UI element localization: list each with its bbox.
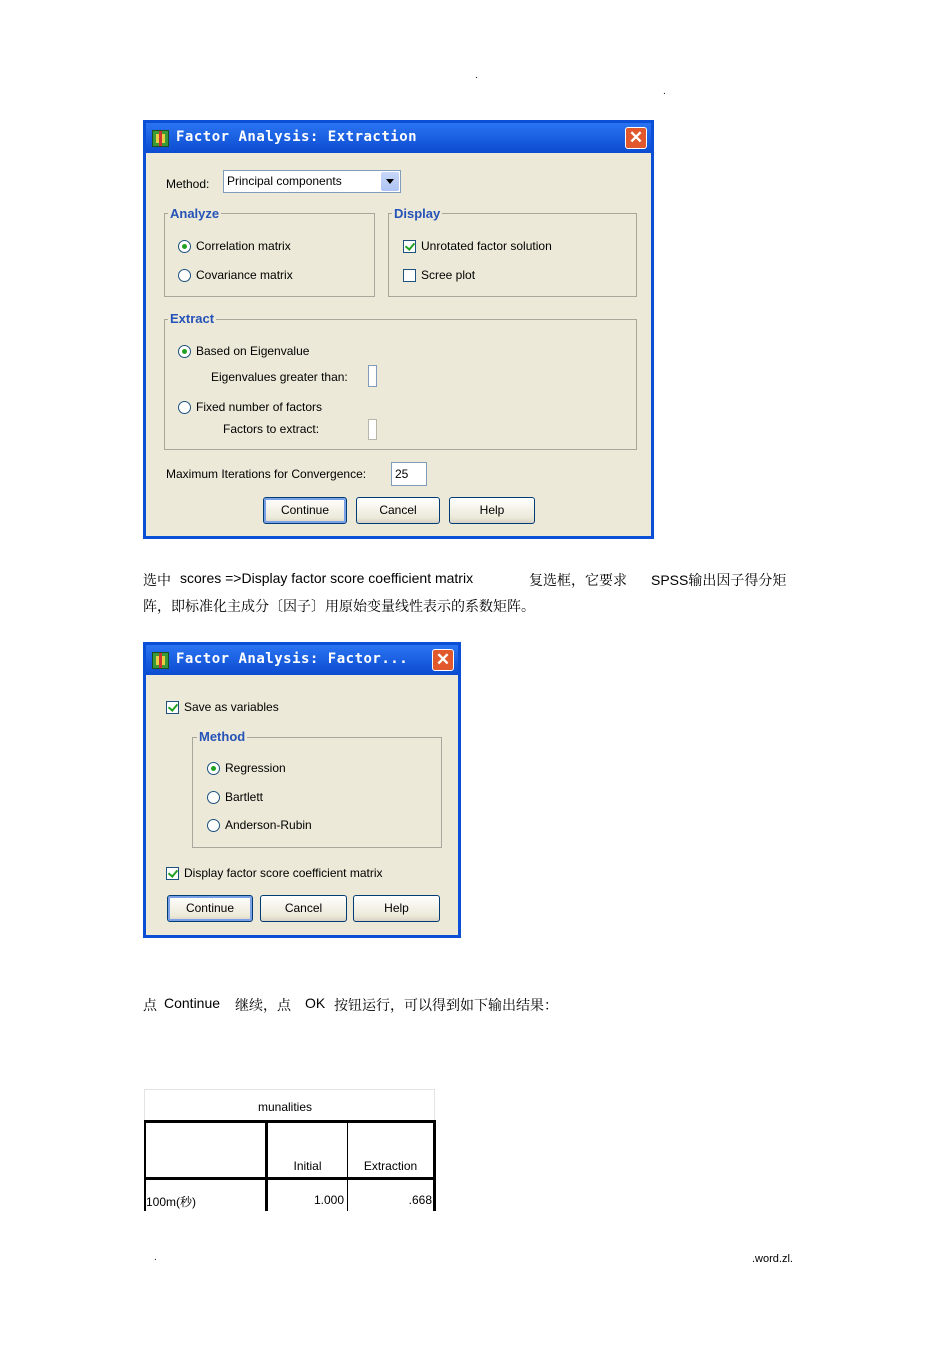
covariance-matrix-label: Covariance matrix [196, 268, 293, 282]
correlation-matrix-label: Correlation matrix [196, 239, 291, 253]
regression-label: Regression [225, 761, 286, 775]
top-mark-2: . [663, 86, 666, 97]
continue-button[interactable]: Continue [167, 895, 253, 922]
scree-plot-checkbox[interactable] [403, 269, 416, 282]
continue-button[interactable]: Continue [263, 497, 347, 524]
display-group [388, 213, 637, 297]
cancel-button[interactable]: Cancel [356, 497, 440, 524]
table-title: munalities [257, 1100, 313, 1114]
dialog-title: Factor Analysis: Factor... [176, 651, 409, 667]
row-label: 100m(秒) [146, 1195, 197, 1209]
close-icon[interactable]: ✕ [625, 127, 647, 149]
max-iterations-label: Maximum Iterations for Convergence: [166, 467, 367, 481]
spss-app-icon [152, 130, 169, 147]
paragraph2-part-e: 按钮运行，可以得到如下输出结果： [334, 997, 558, 1013]
footer-left-mark: . [154, 1252, 157, 1263]
row-extraction: .668 [408, 1193, 432, 1207]
eigenvalue-label: Based on Eigenvalue [196, 344, 310, 358]
top-mark-1: . [475, 70, 478, 81]
header-initial: Initial [293, 1159, 322, 1173]
display-group-title: Display [394, 206, 441, 221]
max-iterations-value: 25 [395, 467, 409, 481]
bartlett-label: Bartlett [225, 790, 264, 804]
close-icon[interactable]: ✕ [432, 649, 454, 671]
eigenvalue-threshold-input[interactable] [368, 365, 377, 387]
cancel-button[interactable]: Cancel [260, 895, 347, 922]
display-coefficient-matrix-checkbox[interactable] [166, 867, 179, 880]
extract-group-title: Extract [170, 311, 215, 326]
table-header-top-rule [144, 1120, 436, 1123]
chevron-down-icon[interactable] [381, 172, 399, 191]
row-initial: 1.000 [313, 1193, 344, 1207]
factors-to-extract-label: Factors to extract: [223, 422, 320, 436]
anderson-rubin-label: Anderson-Rubin [225, 818, 312, 832]
analyze-group-title: Analyze [170, 206, 220, 221]
paragraph2-part-d: OK [305, 995, 326, 1011]
table-header-bottom-rule [144, 1177, 436, 1180]
spss-app-icon [152, 652, 169, 669]
title-bar[interactable] [146, 645, 458, 675]
communalities-table [144, 1089, 436, 1211]
help-button[interactable]: Help [449, 497, 535, 524]
paragraph2-part-c: 继续，点 [235, 997, 291, 1013]
factor-scores-dialog [143, 642, 461, 938]
save-as-variables-checkbox[interactable] [166, 701, 179, 714]
save-as-variables-label: Save as variables [184, 700, 279, 714]
extraction-dialog [143, 120, 654, 539]
table-right-rule [433, 1120, 436, 1211]
correlation-matrix-radio[interactable] [178, 240, 191, 253]
paragraph1-part-a: 选中 [143, 572, 171, 588]
method-label: Method: [166, 177, 210, 191]
unrotated-solution-label: Unrotated factor solution [421, 239, 552, 253]
display-coefficient-matrix-label: Display factor score coefficient matrix [184, 866, 383, 880]
paragraph2-part-a: 点 [143, 997, 157, 1013]
eigenvalue-threshold-label: Eigenvalues greater than: [211, 370, 348, 384]
method-select[interactable] [223, 170, 401, 193]
paragraph1-part-d: SPSS输出因子得分矩 [651, 572, 787, 588]
title-bar[interactable] [146, 123, 651, 153]
dialog-title: Factor Analysis: Extraction [176, 129, 418, 145]
anderson-rubin-radio[interactable] [207, 819, 220, 832]
factors-to-extract-input[interactable] [368, 419, 377, 440]
paragraph1-part-c: 复选框，它要求 [529, 572, 627, 588]
fixed-factors-label: Fixed number of factors [196, 400, 323, 414]
help-button[interactable]: Help [353, 895, 440, 922]
method-select-value: Principal components [227, 174, 342, 188]
fixed-factors-radio[interactable] [178, 401, 191, 414]
covariance-matrix-radio[interactable] [178, 269, 191, 282]
paragraph1-line2: 阵，即标准化主成分〔因子〕用原始变量线性表示的系数矩阵。 [143, 598, 535, 614]
analyze-group [164, 213, 375, 297]
header-extraction: Extraction [363, 1159, 418, 1173]
paragraph2-part-b: Continue [164, 995, 221, 1011]
max-iterations-input[interactable] [391, 462, 427, 486]
eigenvalue-radio[interactable] [178, 345, 191, 358]
method-group-title: Method [199, 729, 246, 744]
footer-right-mark: .word.zl. [752, 1253, 793, 1265]
bartlett-radio[interactable] [207, 791, 220, 804]
paragraph1-part-b: scores =>Display factor score coefficient matrix [180, 570, 474, 586]
regression-radio[interactable] [207, 762, 220, 775]
unrotated-solution-checkbox[interactable] [403, 240, 416, 253]
scree-plot-label: Scree plot [421, 268, 476, 282]
